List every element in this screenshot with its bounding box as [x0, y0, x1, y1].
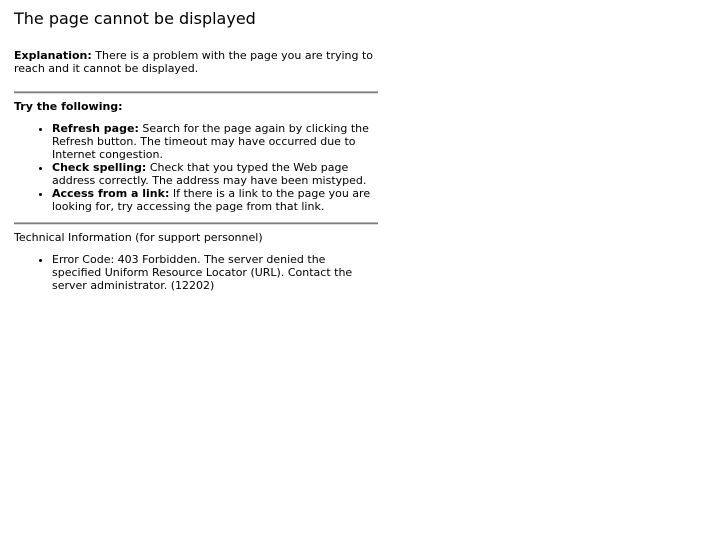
explanation-label: Explanation: [14, 49, 92, 62]
divider-bottom [14, 222, 378, 225]
divider-top [14, 91, 378, 94]
suggestion-label: Access from a link: [52, 187, 170, 200]
suggestion-text: Search for the page again by clicking the Refresh button. The timeout may have occurred due to Internet congestion. [52, 122, 369, 161]
page-title: The page cannot be displayed [14, 9, 256, 28]
list-item-access-from-link [52, 187, 378, 213]
explanation-text: There is a problem with the page you are trying to reach and it cannot be displayed. [14, 49, 374, 75]
list-item-error-code: • Error Code: 403 Forbidden. The server denied the specified Uniform Resource Locator (URL). Contact the server administrator. (12202) [52, 253, 378, 292]
suggestion-text: If there is a link to the page you are looking for, try accessing the page from that link. [52, 187, 371, 213]
technical-list [14, 253, 378, 292]
technical-information-heading: Technical Information (for support personnel) [14, 231, 263, 244]
list-item-refresh-page [52, 122, 378, 161]
error-content [14, 9, 378, 301]
explanation-paragraph [14, 49, 378, 75]
suggestion-label: Check spelling: [52, 161, 147, 174]
suggestion-label: Refresh page: [52, 122, 139, 135]
suggestion-list [14, 122, 378, 213]
suggestion-text: Check that you typed the Web page address correctly. The address may have been mistyped. [52, 161, 367, 187]
list-item-check-spelling [52, 161, 378, 187]
try-following-heading: Try the following: [14, 100, 123, 113]
